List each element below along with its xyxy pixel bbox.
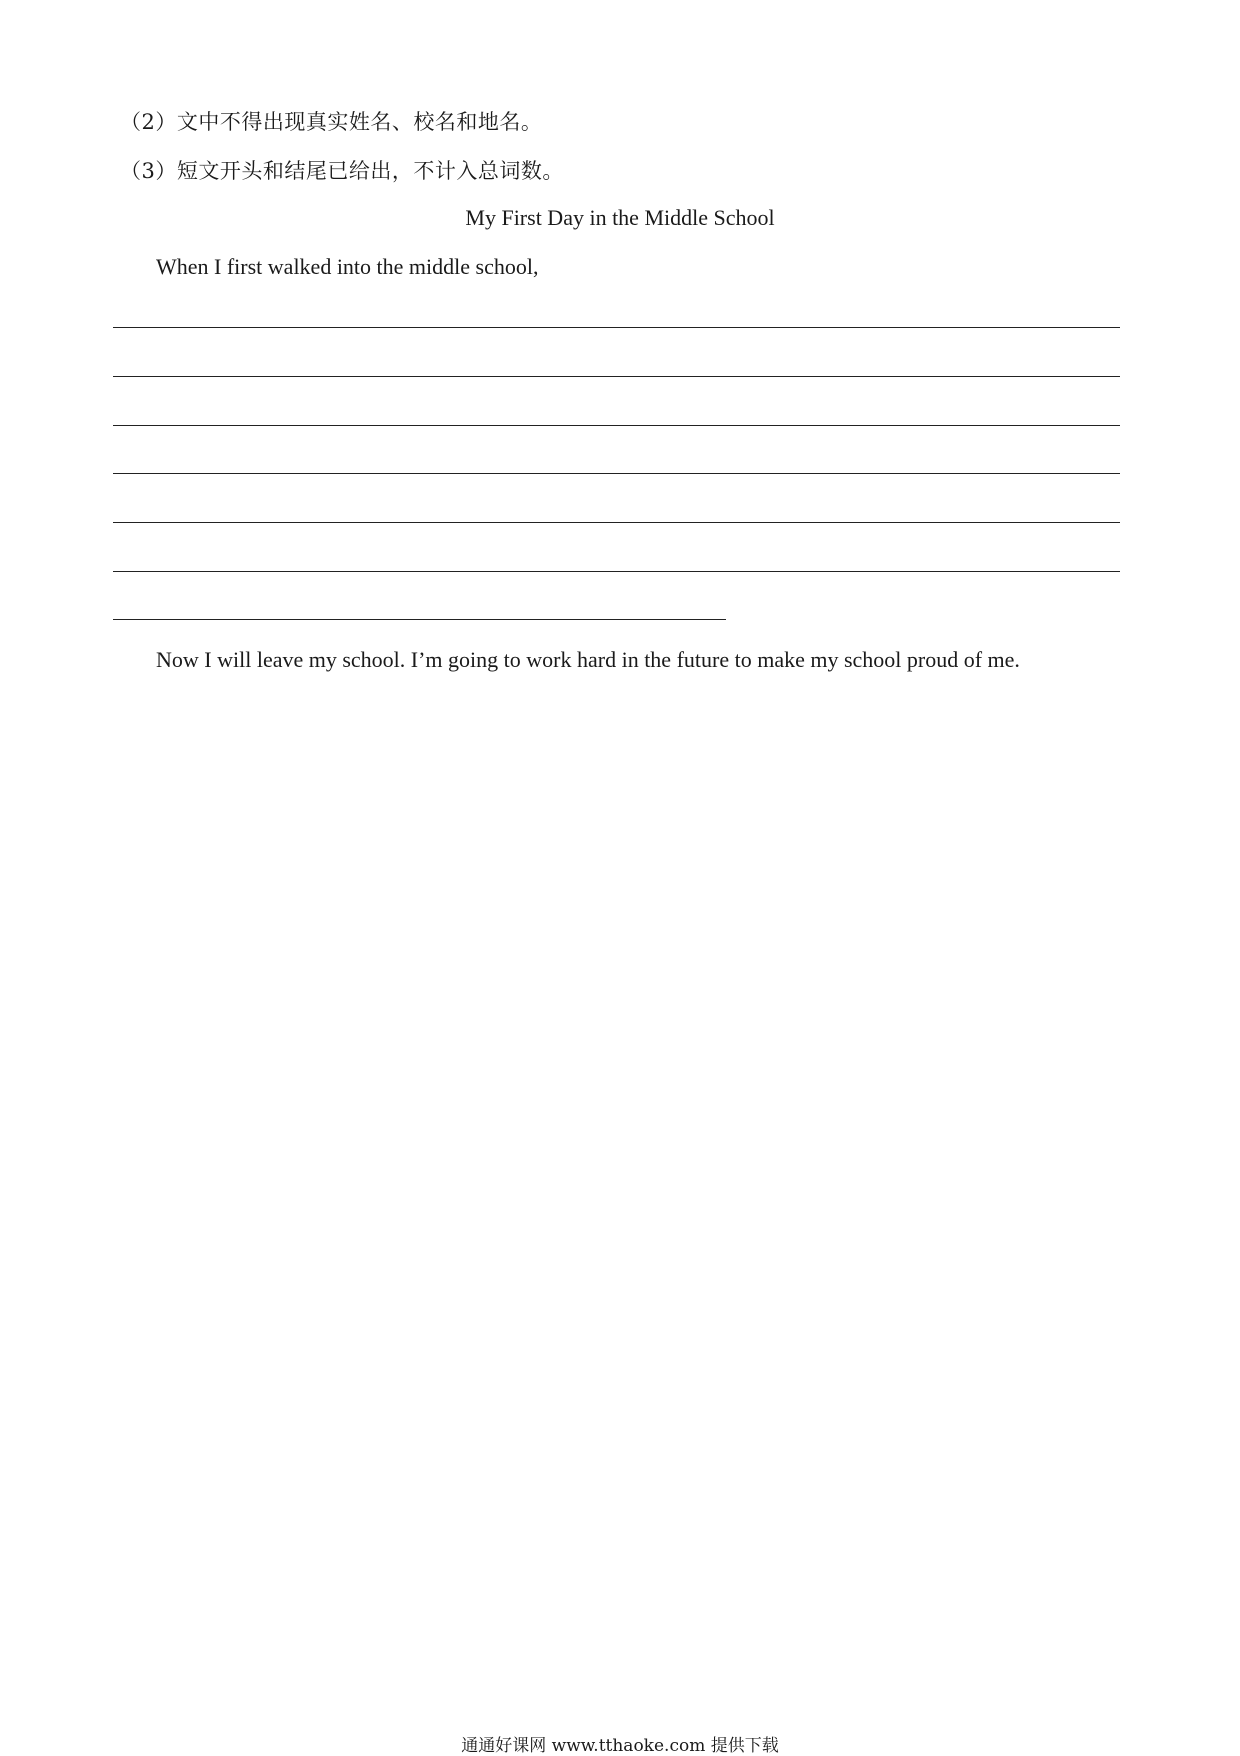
- writing-line-short[interactable]: [113, 619, 726, 620]
- page-footer: 通通好课网 www.tthaoke.com 提供下载: [461, 1736, 779, 1756]
- essay-title: My First Day in the Middle School: [465, 205, 775, 230]
- requirement-item-2: （2）文中不得出现真实姓名、校名和地名。: [120, 110, 543, 134]
- essay-closing-sentence: Now I will leave my school. I’m going to work hard in the future to make my school proud of me.: [156, 647, 1020, 672]
- writing-line[interactable]: [113, 522, 1120, 523]
- requirement-item-3: （3）短文开头和结尾已给出，不计入总词数。: [120, 159, 564, 183]
- writing-line[interactable]: [113, 327, 1120, 328]
- writing-line[interactable]: [113, 376, 1120, 377]
- writing-line[interactable]: [113, 571, 1120, 572]
- writing-line[interactable]: [113, 473, 1120, 474]
- essay-opening-sentence: When I first walked into the middle school,: [156, 254, 539, 279]
- writing-line[interactable]: [113, 425, 1120, 426]
